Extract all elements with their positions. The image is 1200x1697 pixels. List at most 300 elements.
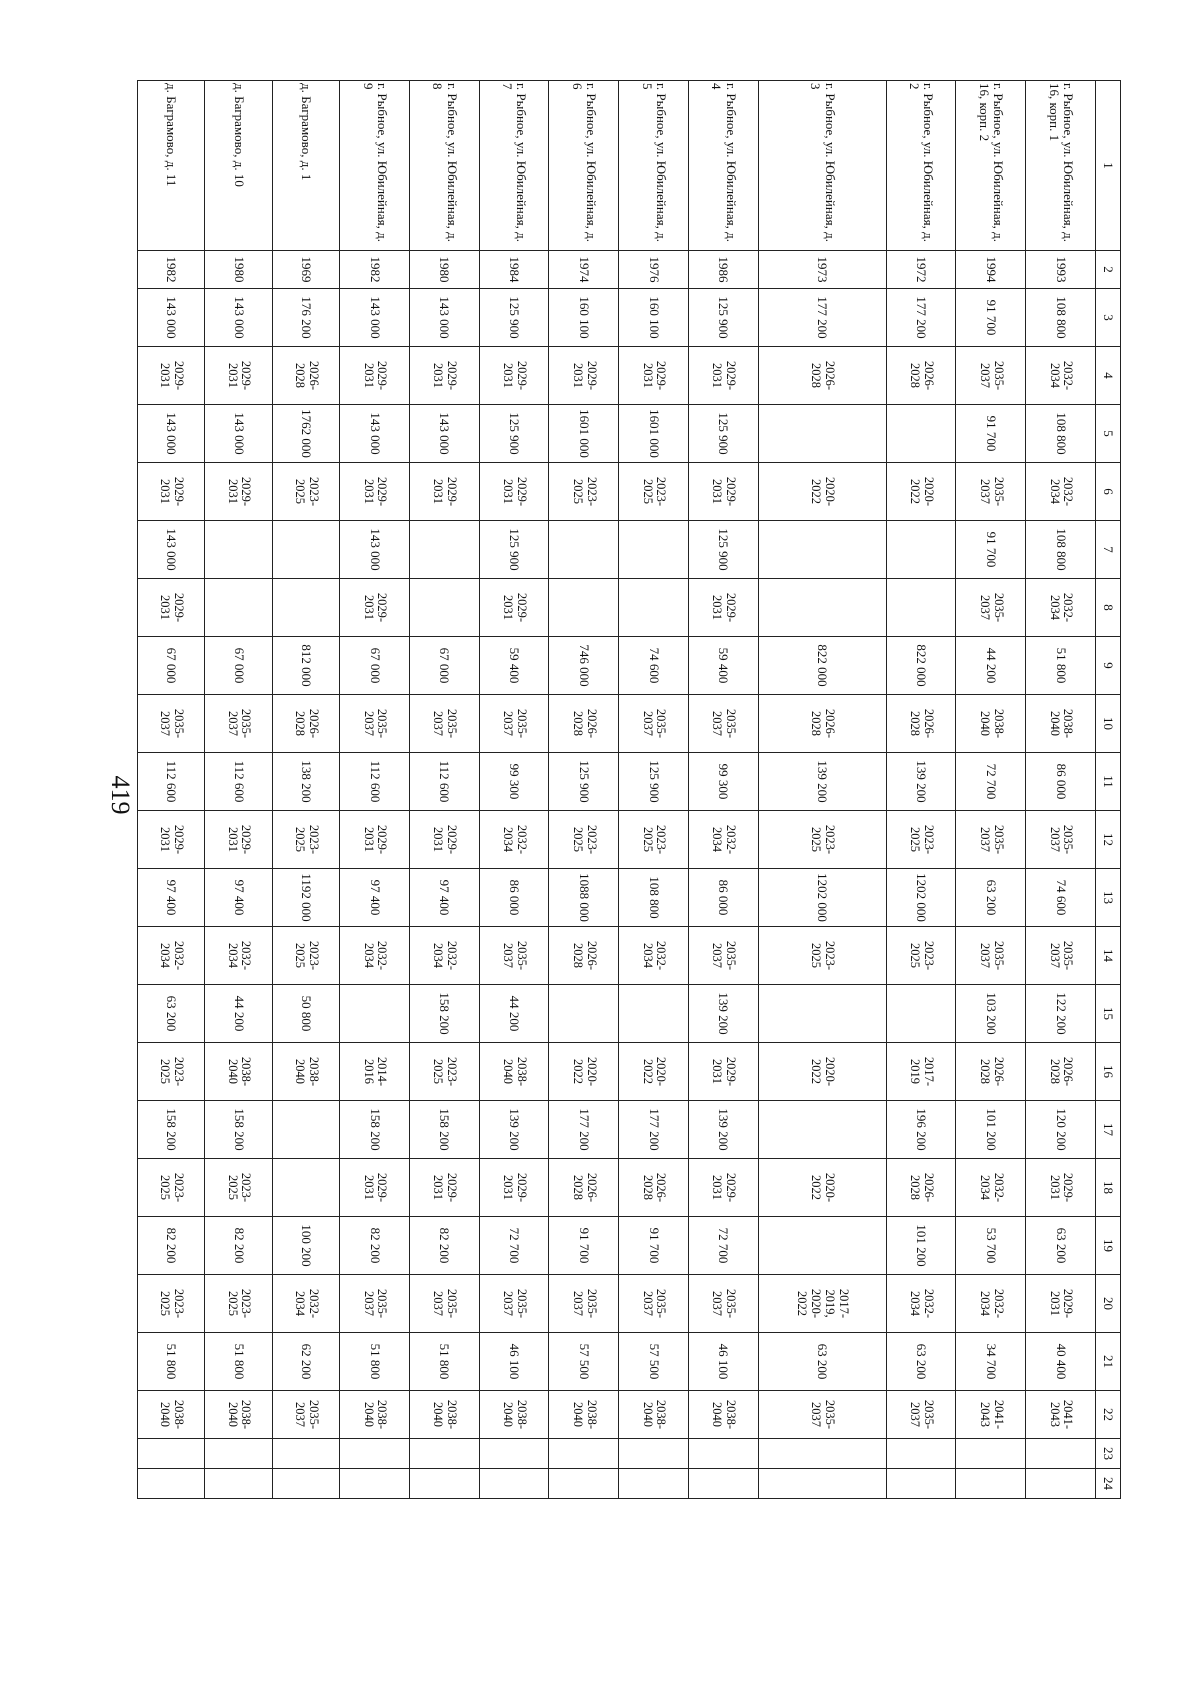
period-cell <box>549 1439 619 1469</box>
column-header: 4 <box>1096 347 1121 405</box>
cost-cell: 103 200 <box>956 985 1026 1043</box>
column-number-row <box>1096 81 1121 1499</box>
cost-cell: 143 000 <box>138 289 206 347</box>
period-cell <box>549 1469 619 1499</box>
period-cell: 2035-2037 <box>688 927 758 985</box>
period-cell: 2038-2040 <box>956 695 1026 753</box>
cost-cell: 122 200 <box>1026 985 1096 1043</box>
address-cell: г. Рыбное, ул. Юбилейная, д. 2 <box>886 81 956 251</box>
period-cell <box>205 1439 272 1469</box>
period-cell <box>619 1439 689 1469</box>
period-cell <box>956 1439 1026 1469</box>
period-cell: 2029-2031 <box>205 463 272 521</box>
cost-cell: 72 700 <box>688 1217 758 1275</box>
column-header: 7 <box>1096 521 1121 579</box>
cost-cell: 86 000 <box>479 869 549 927</box>
period-cell: 2038-2040 <box>205 1043 272 1101</box>
period-cell: 2029-2031 <box>688 1159 758 1217</box>
period-cell: 2029-2031 <box>205 347 272 405</box>
period-cell <box>340 1439 410 1469</box>
cost-cell: 176 200 <box>272 289 339 347</box>
period-cell <box>340 1469 410 1499</box>
period-cell: 2035-2037 <box>138 695 206 753</box>
period-cell: 2026-2028 <box>886 347 956 405</box>
year-cell: 1980 <box>205 251 272 289</box>
cost-cell <box>758 1101 886 1159</box>
cost-cell: 139 200 <box>688 985 758 1043</box>
period-cell <box>688 1469 758 1499</box>
period-cell: 2029-2031 <box>1026 1275 1096 1333</box>
period-cell: 2035-2037 <box>409 1275 479 1333</box>
cost-cell: 44 200 <box>479 985 549 1043</box>
cost-cell: 91 700 <box>956 289 1026 347</box>
period-cell: 2029-2031 <box>1026 1159 1096 1217</box>
cost-cell: 44 200 <box>205 985 272 1043</box>
cost-cell: 1202 000 <box>886 869 956 927</box>
cost-cell: 158 200 <box>409 1101 479 1159</box>
cost-cell: 91 700 <box>549 1217 619 1275</box>
table-row <box>1026 81 1096 1499</box>
period-cell: 2035-2037 <box>956 463 1026 521</box>
period-cell <box>138 1469 206 1499</box>
period-cell: 2029-2031 <box>688 579 758 637</box>
period-cell: 2035-2037 <box>956 811 1026 869</box>
page-number: 419 <box>106 775 135 815</box>
table-body <box>138 81 1096 1499</box>
period-cell <box>758 1469 886 1499</box>
cost-cell: 125 900 <box>479 521 549 579</box>
period-cell: 2035-2037 <box>758 1391 886 1439</box>
table-row <box>758 81 886 1499</box>
column-header: 13 <box>1096 869 1121 927</box>
column-header: 6 <box>1096 463 1121 521</box>
table-row <box>619 81 689 1499</box>
cost-cell: 67 000 <box>205 637 272 695</box>
year-cell: 1982 <box>138 251 206 289</box>
address-cell: г. Рыбное, ул. Юбилейная, д. 16, корп. 2 <box>956 81 1026 251</box>
column-header: 23 <box>1096 1439 1121 1469</box>
period-cell: 2023-2025 <box>619 811 689 869</box>
period-cell: 2020-2022 <box>619 1043 689 1101</box>
period-cell: 2029-2031 <box>688 463 758 521</box>
period-cell <box>956 1469 1026 1499</box>
period-cell: 2032-2034 <box>619 927 689 985</box>
period-cell: 2029-2031 <box>138 347 206 405</box>
cost-cell: 40 400 <box>1026 1333 1096 1391</box>
cost-cell: 72 700 <box>956 753 1026 811</box>
address-cell: г. Рыбное, ул. Юбилейная, д. 9 <box>340 81 410 251</box>
period-cell: 2014-2016 <box>340 1043 410 1101</box>
cost-cell: 57 500 <box>619 1333 689 1391</box>
period-cell: 2029-2031 <box>409 463 479 521</box>
period-cell: 2038-2040 <box>272 1043 339 1101</box>
cost-cell: 812 000 <box>272 637 339 695</box>
period-cell <box>138 1439 206 1469</box>
period-cell: 2029-2031 <box>549 347 619 405</box>
period-cell: 2023-2025 <box>619 463 689 521</box>
year-cell: 1969 <box>272 251 339 289</box>
period-cell: 2041-2043 <box>1026 1391 1096 1439</box>
period-cell <box>758 1439 886 1469</box>
cost-cell <box>409 521 479 579</box>
period-cell: 2038-2040 <box>479 1391 549 1439</box>
cost-cell: 82 200 <box>138 1217 206 1275</box>
period-cell: 2029-2031 <box>205 811 272 869</box>
cost-cell: 143 000 <box>138 405 206 463</box>
period-cell <box>409 579 479 637</box>
period-cell <box>688 1439 758 1469</box>
cost-cell: 91 700 <box>619 1217 689 1275</box>
cost-cell <box>886 985 956 1043</box>
table-row <box>272 81 339 1499</box>
period-cell: 2029-2031 <box>479 579 549 637</box>
period-cell: 2035-2037 <box>1026 811 1096 869</box>
period-cell <box>272 1469 339 1499</box>
period-cell: 2038-2040 <box>340 1391 410 1439</box>
period-cell: 2023-2025 <box>409 1043 479 1101</box>
cost-cell: 112 600 <box>205 753 272 811</box>
cost-cell: 86 000 <box>688 869 758 927</box>
period-cell: 2032-2034 <box>1026 463 1096 521</box>
cost-cell: 1601 000 <box>549 405 619 463</box>
year-cell: 1974 <box>549 251 619 289</box>
column-header: 18 <box>1096 1159 1121 1217</box>
period-cell: 2029-2031 <box>409 347 479 405</box>
period-cell: 2029-2031 <box>340 463 410 521</box>
cost-cell: 91 700 <box>956 405 1026 463</box>
cost-cell: 125 900 <box>688 289 758 347</box>
period-cell: 2026-2028 <box>1026 1043 1096 1101</box>
cost-cell: 82 200 <box>205 1217 272 1275</box>
cost-cell: 158 200 <box>205 1101 272 1159</box>
table-row <box>956 81 1026 1499</box>
cost-cell: 67 000 <box>409 637 479 695</box>
period-cell <box>549 579 619 637</box>
cost-cell: 82 200 <box>340 1217 410 1275</box>
period-cell: 2035-2037 <box>956 347 1026 405</box>
period-cell: 2032-2034 <box>956 1275 1026 1333</box>
period-cell <box>1026 1439 1096 1469</box>
table-row <box>205 81 272 1499</box>
cost-cell <box>758 521 886 579</box>
period-cell <box>205 1469 272 1499</box>
cost-cell: 86 000 <box>1026 753 1096 811</box>
cost-cell: 51 800 <box>205 1333 272 1391</box>
period-cell: 2035-2037 <box>956 579 1026 637</box>
cost-cell: 51 800 <box>409 1333 479 1391</box>
cost-cell: 97 400 <box>138 869 206 927</box>
period-cell: 2026-2028 <box>272 695 339 753</box>
column-header: 5 <box>1096 405 1121 463</box>
period-cell: 2035-2037 <box>956 927 1026 985</box>
cost-cell: 120 200 <box>1026 1101 1096 1159</box>
address-cell: г. Рыбное, ул. Юбилейная, д. 3 <box>758 81 886 251</box>
table-row <box>479 81 549 1499</box>
period-cell <box>479 1469 549 1499</box>
period-cell: 2032-2034 <box>479 811 549 869</box>
cost-cell: 177 200 <box>886 289 956 347</box>
cost-cell: 112 600 <box>409 753 479 811</box>
period-cell: 2023-2025 <box>272 927 339 985</box>
period-cell <box>272 1159 339 1217</box>
cost-cell: 44 200 <box>956 637 1026 695</box>
period-cell: 2038-2040 <box>619 1391 689 1439</box>
period-cell: 2023-2025 <box>886 927 956 985</box>
period-cell: 2029-2031 <box>138 811 206 869</box>
period-cell <box>409 1469 479 1499</box>
period-cell: 2023-2025 <box>758 927 886 985</box>
cost-cell: 97 400 <box>409 869 479 927</box>
period-cell: 2038-2040 <box>205 1391 272 1439</box>
period-cell <box>272 1439 339 1469</box>
period-cell <box>1026 1469 1096 1499</box>
year-cell: 1994 <box>956 251 1026 289</box>
period-cell: 2029-2031 <box>479 347 549 405</box>
cost-cell: 125 900 <box>619 753 689 811</box>
cost-cell: 1601 000 <box>619 405 689 463</box>
cost-cell: 125 900 <box>688 405 758 463</box>
cost-cell: 100 200 <box>272 1217 339 1275</box>
cost-cell: 177 200 <box>758 289 886 347</box>
address-cell: д. Баграмово, д. 1 <box>272 81 339 251</box>
period-cell: 2023-2025 <box>886 811 956 869</box>
cost-cell: 72 700 <box>479 1217 549 1275</box>
period-cell: 2020-2022 <box>886 463 956 521</box>
cost-cell: 160 100 <box>619 289 689 347</box>
period-cell: 2035-2037 <box>688 1275 758 1333</box>
cost-cell: 97 400 <box>205 869 272 927</box>
cost-cell: 74 600 <box>1026 869 1096 927</box>
period-cell: 2029-2031 <box>409 811 479 869</box>
period-cell: 2035-2037 <box>340 695 410 753</box>
address-cell: г. Рыбное, ул. Юбилейная, д. 8 <box>409 81 479 251</box>
address-cell: г. Рыбное, ул. Юбилейная, д. 7 <box>479 81 549 251</box>
cost-cell: 158 200 <box>138 1101 206 1159</box>
cost-cell: 57 500 <box>549 1333 619 1391</box>
cost-cell: 822 000 <box>886 637 956 695</box>
period-cell: 2017-2019, 2020-2022 <box>758 1275 886 1333</box>
cost-cell: 63 200 <box>1026 1217 1096 1275</box>
cost-cell <box>549 985 619 1043</box>
cost-cell: 59 400 <box>688 637 758 695</box>
cost-cell: 53 700 <box>956 1217 1026 1275</box>
column-header: 20 <box>1096 1275 1121 1333</box>
period-cell: 2026-2028 <box>886 695 956 753</box>
period-cell: 2035-2037 <box>340 1275 410 1333</box>
cost-cell: 46 100 <box>479 1333 549 1391</box>
table-row <box>409 81 479 1499</box>
cost-cell: 125 900 <box>549 753 619 811</box>
cost-cell: 51 800 <box>1026 637 1096 695</box>
address-cell: г. Рыбное, ул. Юбилейная, д. 5 <box>619 81 689 251</box>
cost-cell: 125 900 <box>479 405 549 463</box>
cost-cell: 139 200 <box>688 1101 758 1159</box>
period-cell: 2026-2028 <box>549 695 619 753</box>
table-row <box>138 81 206 1499</box>
column-header: 3 <box>1096 289 1121 347</box>
period-cell: 2023-2025 <box>138 1043 206 1101</box>
column-header: 24 <box>1096 1469 1121 1499</box>
period-cell: 2035-2037 <box>272 1391 339 1439</box>
period-cell: 2029-2031 <box>688 1043 758 1101</box>
period-cell: 2017-2019 <box>886 1043 956 1101</box>
period-cell: 2020-2022 <box>549 1043 619 1101</box>
cost-cell: 822 000 <box>758 637 886 695</box>
column-header: 12 <box>1096 811 1121 869</box>
period-cell <box>272 579 339 637</box>
cost-cell: 108 800 <box>1026 405 1096 463</box>
period-cell: 2023-2025 <box>205 1159 272 1217</box>
address-cell: г. Рыбное, ул. Юбилейная, д. 16, корп. 1 <box>1026 81 1096 251</box>
cost-cell: 1762 000 <box>272 405 339 463</box>
period-cell: 2032-2034 <box>1026 579 1096 637</box>
address-cell: д. Баграмово, д. 11 <box>138 81 206 251</box>
cost-cell: 99 300 <box>688 753 758 811</box>
period-cell: 2035-2037 <box>549 1275 619 1333</box>
period-cell <box>886 1439 956 1469</box>
cost-cell <box>619 985 689 1043</box>
period-cell: 2035-2037 <box>479 927 549 985</box>
capital-repair-table <box>137 80 1121 1499</box>
cost-cell <box>758 1217 886 1275</box>
cost-cell: 63 200 <box>956 869 1026 927</box>
cost-cell: 101 200 <box>956 1101 1026 1159</box>
cost-cell: 143 000 <box>205 289 272 347</box>
cost-cell: 46 100 <box>688 1333 758 1391</box>
period-cell: 2038-2040 <box>409 1391 479 1439</box>
column-header: 11 <box>1096 753 1121 811</box>
cost-cell: 63 200 <box>138 985 206 1043</box>
period-cell: 2029-2031 <box>340 579 410 637</box>
period-cell: 2020-2022 <box>758 463 886 521</box>
period-cell <box>619 1469 689 1499</box>
period-cell: 2029-2031 <box>340 1159 410 1217</box>
period-cell: 2038-2040 <box>479 1043 549 1101</box>
address-cell: д. Баграмово, д. 10 <box>205 81 272 251</box>
cost-cell: 177 200 <box>619 1101 689 1159</box>
year-cell: 1976 <box>619 251 689 289</box>
period-cell: 2032-2034 <box>409 927 479 985</box>
period-cell: 2026-2028 <box>549 1159 619 1217</box>
period-cell <box>409 1439 479 1469</box>
year-cell: 1984 <box>479 251 549 289</box>
period-cell: 2032-2034 <box>956 1159 1026 1217</box>
cost-cell: 101 200 <box>886 1217 956 1275</box>
cost-cell: 196 200 <box>886 1101 956 1159</box>
cost-cell: 143 000 <box>138 521 206 579</box>
table-container <box>137 80 1121 1490</box>
cost-cell: 91 700 <box>956 521 1026 579</box>
year-cell: 1982 <box>340 251 410 289</box>
period-cell: 2029-2031 <box>688 347 758 405</box>
cost-cell: 59 400 <box>479 637 549 695</box>
period-cell: 2032-2034 <box>272 1275 339 1333</box>
cost-cell: 125 900 <box>688 521 758 579</box>
cost-cell <box>549 521 619 579</box>
cost-cell: 143 000 <box>340 521 410 579</box>
period-cell: 2032-2034 <box>205 927 272 985</box>
cost-cell: 74 600 <box>619 637 689 695</box>
cost-cell: 112 600 <box>340 753 410 811</box>
period-cell: 2038-2040 <box>1026 695 1096 753</box>
period-cell: 2035-2037 <box>688 695 758 753</box>
period-cell: 2038-2040 <box>549 1391 619 1439</box>
table-row <box>688 81 758 1499</box>
column-header: 9 <box>1096 637 1121 695</box>
cost-cell <box>272 1101 339 1159</box>
cost-cell: 1202 000 <box>758 869 886 927</box>
year-cell: 1993 <box>1026 251 1096 289</box>
period-cell <box>886 579 956 637</box>
cost-cell: 158 200 <box>340 1101 410 1159</box>
cost-cell: 138 200 <box>272 753 339 811</box>
cost-cell: 108 800 <box>1026 521 1096 579</box>
cost-cell <box>340 985 410 1043</box>
cost-cell: 62 200 <box>272 1333 339 1391</box>
column-header: 2 <box>1096 251 1121 289</box>
cost-cell: 158 200 <box>409 985 479 1043</box>
cost-cell: 67 000 <box>340 637 410 695</box>
cost-cell: 143 000 <box>409 289 479 347</box>
cost-cell <box>886 405 956 463</box>
period-cell: 2026-2028 <box>619 1159 689 1217</box>
year-cell: 1986 <box>688 251 758 289</box>
period-cell: 2035-2037 <box>619 1275 689 1333</box>
period-cell: 2041-2043 <box>956 1391 1026 1439</box>
cost-cell: 108 800 <box>619 869 689 927</box>
period-cell: 2038-2040 <box>688 1391 758 1439</box>
cost-cell: 139 200 <box>479 1101 549 1159</box>
table-row <box>549 81 619 1499</box>
cost-cell: 143 000 <box>340 289 410 347</box>
cost-cell: 51 800 <box>138 1333 206 1391</box>
column-header: 8 <box>1096 579 1121 637</box>
address-cell: г. Рыбное, ул. Юбилейная, д. 6 <box>549 81 619 251</box>
period-cell: 2026-2028 <box>758 695 886 753</box>
cost-cell: 97 400 <box>340 869 410 927</box>
cost-cell: 50 800 <box>272 985 339 1043</box>
cost-cell: 34 700 <box>956 1333 1026 1391</box>
period-cell: 2023-2025 <box>138 1275 206 1333</box>
cost-cell: 63 200 <box>886 1333 956 1391</box>
cost-cell <box>758 985 886 1043</box>
period-cell <box>886 1469 956 1499</box>
period-cell: 2029-2031 <box>138 463 206 521</box>
period-cell: 2023-2025 <box>205 1275 272 1333</box>
cost-cell: 63 200 <box>758 1333 886 1391</box>
period-cell <box>205 579 272 637</box>
cost-cell: 143 000 <box>409 405 479 463</box>
period-cell: 2035-2037 <box>479 695 549 753</box>
period-cell: 2023-2025 <box>549 463 619 521</box>
period-cell: 2029-2031 <box>409 1159 479 1217</box>
cost-cell: 177 200 <box>549 1101 619 1159</box>
period-cell: 2029-2031 <box>619 347 689 405</box>
cost-cell: 143 000 <box>340 405 410 463</box>
period-cell: 2020-2022 <box>758 1043 886 1101</box>
period-cell: 2032-2034 <box>138 927 206 985</box>
cost-cell: 67 000 <box>138 637 206 695</box>
table-row <box>886 81 956 1499</box>
period-cell: 2032-2034 <box>340 927 410 985</box>
period-cell: 2026-2028 <box>549 927 619 985</box>
column-header: 10 <box>1096 695 1121 753</box>
period-cell: 2029-2031 <box>340 347 410 405</box>
column-header: 16 <box>1096 1043 1121 1101</box>
year-cell: 1972 <box>886 251 956 289</box>
period-cell <box>479 1439 549 1469</box>
cost-cell: 1088 000 <box>549 869 619 927</box>
